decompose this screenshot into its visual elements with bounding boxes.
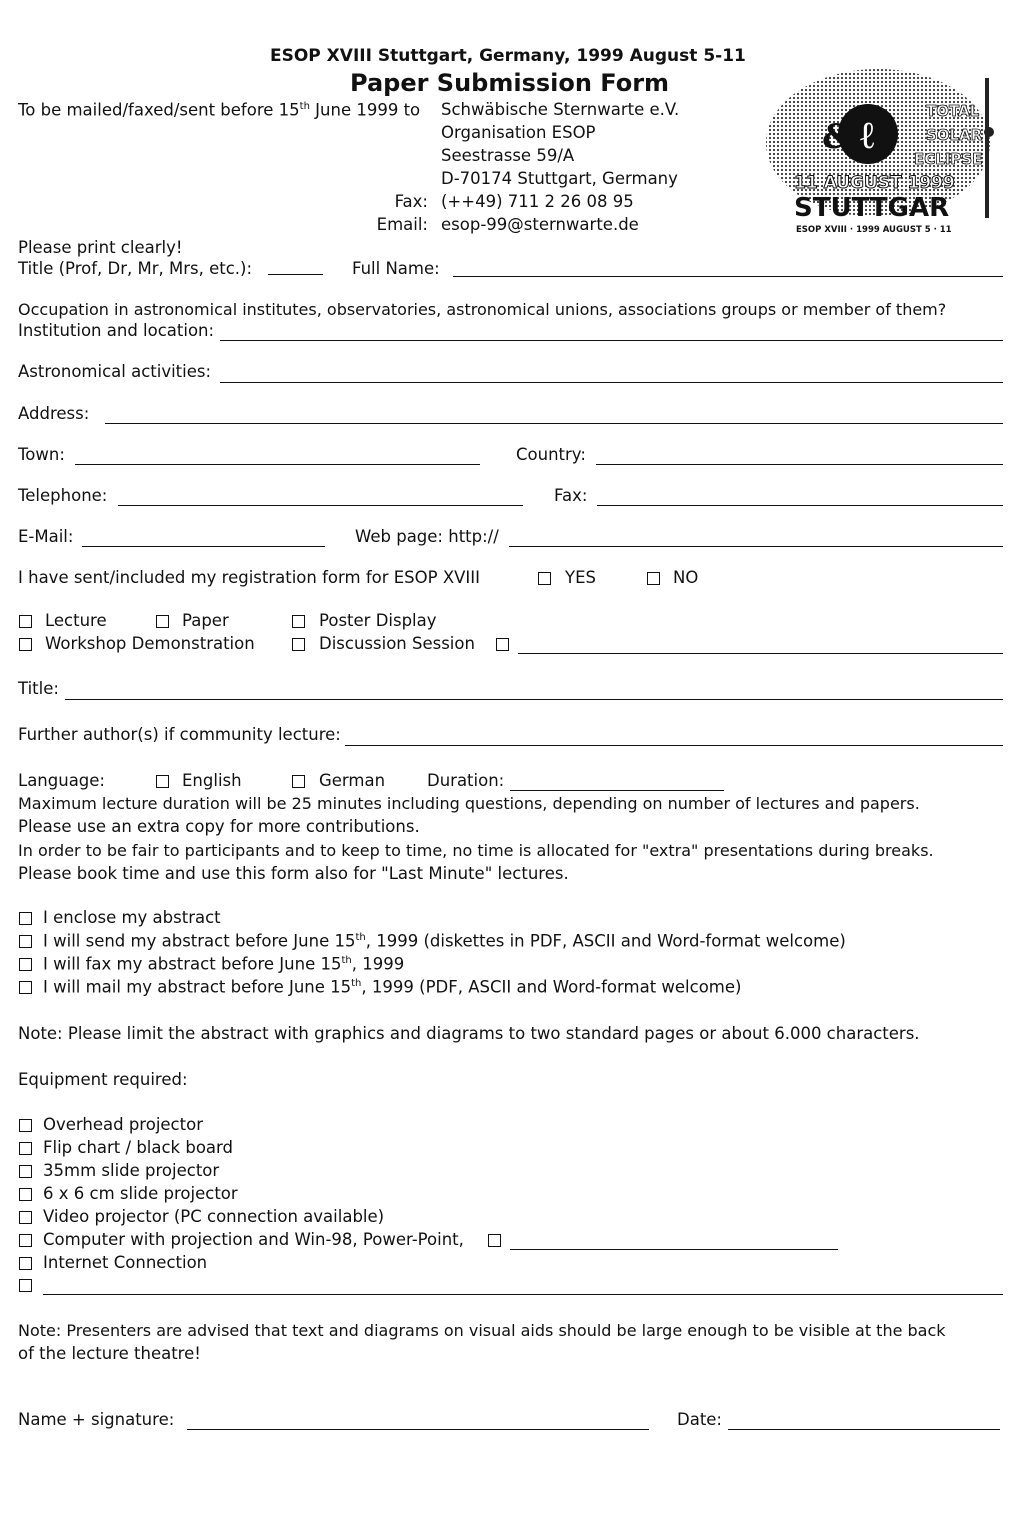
equipment-other-field[interactable] (43, 1294, 1003, 1295)
discussion-checkbox[interactable] (292, 638, 305, 651)
paper-checkbox[interactable] (156, 615, 169, 628)
other-type-field[interactable] (518, 653, 1003, 654)
address-line-4: D-70174 Stuttgart, Germany (441, 169, 678, 188)
name-signature-label: Name + signature: (18, 1410, 175, 1429)
page-title: Paper Submission Form (350, 69, 670, 97)
title-label: Title (Prof, Dr, Mr, Mrs, etc.): (18, 259, 253, 278)
abstract-limit-note: Note: Please limit the abstract with graphics and diagrams to two standard pages or about 6.000 characters. (18, 1024, 920, 1043)
note-line-4: Please book time and use this form also for "Last Minute" lectures. (18, 864, 569, 883)
workshop-label: Workshop Demonstration (45, 634, 255, 653)
address-field[interactable] (105, 423, 1003, 424)
email-field[interactable] (82, 546, 325, 547)
seal-line-eclipse: ECLIPSE (914, 150, 983, 168)
address-line-3: Seestrasse 59/A (441, 146, 575, 165)
fax-label: Fax: (554, 486, 588, 505)
registration-no-label: NO (673, 568, 699, 587)
webpage-field[interactable] (509, 546, 1003, 547)
equipment-other-checkbox[interactable] (19, 1279, 32, 1292)
institution-field[interactable] (220, 340, 1003, 341)
country-label: Country: (516, 445, 586, 464)
contribution-title-field[interactable] (65, 699, 1003, 700)
svg-text:&: & (822, 117, 853, 157)
contribution-title-label: Title: (18, 679, 59, 698)
fax-field[interactable] (597, 505, 1003, 506)
paper-label: Paper (182, 611, 229, 630)
slide-projector-6x6-label: 6 x 6 cm slide projector (43, 1184, 238, 1203)
address-line-1: Schwäbische Sternwarte e.V. (441, 100, 680, 119)
registration-no-checkbox[interactable] (647, 572, 660, 585)
poster-checkbox[interactable] (292, 615, 305, 628)
note-line-1: Maximum lecture duration will be 25 minutes including questions, depending on number of lectures and papers. (18, 794, 920, 813)
abstract-enclose-checkbox[interactable] (19, 912, 32, 925)
abstract-mail-label: I will mail my abstract before June 15th, 1999 (PDF, ASCII and Word-format welcome) (43, 977, 742, 997)
note-line-3: In order to be fair to participants and to keep to time, no time is allocated for "extra" presentations during breaks. (18, 841, 934, 860)
duration-field[interactable] (510, 790, 724, 791)
name-signature-field[interactable] (187, 1429, 649, 1430)
header-email-label: Email: (376, 215, 428, 234)
header-fax-label: Fax: (394, 192, 428, 211)
flip-chart-label: Flip chart / black board (43, 1138, 234, 1157)
equipment-label: Equipment required: (18, 1070, 188, 1089)
slide-projector-6x6-checkbox[interactable] (19, 1188, 32, 1201)
address-line-2: Organisation ESOP (441, 123, 596, 142)
flip-chart-checkbox[interactable] (19, 1142, 32, 1155)
header-email-value: esop-99@sternwarte.de (441, 215, 639, 234)
registration-yes-checkbox[interactable] (538, 572, 551, 585)
occupation-question: Occupation in astronomical institutes, observatories, astronomical unions, associations groups or member of them? (18, 300, 947, 319)
full-name-field[interactable] (453, 276, 1003, 277)
overhead-projector-checkbox[interactable] (19, 1119, 32, 1132)
further-authors-label: Further author(s) if community lecture: (18, 725, 341, 744)
activities-label: Astronomical activities: (18, 362, 212, 381)
date-field[interactable] (728, 1429, 1000, 1430)
computer-other-field[interactable] (510, 1249, 838, 1250)
full-name-label: Full Name: (352, 259, 440, 278)
registration-text: I have sent/included my registration form for ESOP XVIII (18, 568, 481, 587)
german-checkbox[interactable] (292, 775, 305, 788)
telephone-label: Telephone: (18, 486, 108, 505)
abstract-fax-checkbox[interactable] (19, 958, 32, 971)
abstract-send-label: I will send my abstract before June 15th, 1999 (diskettes in PDF, ASCII and Word-format welcome) (43, 931, 846, 951)
video-projector-checkbox[interactable] (19, 1211, 32, 1224)
presenters-note-line-1: Note: Presenters are advised that text and diagrams on visual aids should be large enough to be visible at the back (18, 1321, 946, 1340)
poster-label: Poster Display (319, 611, 437, 630)
print-clearly-note: Please print clearly! (18, 238, 183, 257)
event-heading: ESOP XVIII Stuttgart, Germany, 1999 August 5-11 (270, 46, 746, 66)
activities-field[interactable] (220, 382, 1003, 383)
other-type-checkbox[interactable] (496, 638, 509, 651)
computer-projection-label: Computer with projection and Win-98, Power-Point, (43, 1230, 464, 1249)
header-fax-value: (++49) 711 2 26 08 95 (441, 192, 634, 211)
lecture-checkbox[interactable] (19, 615, 32, 628)
svg-text:ℓ: ℓ (860, 112, 875, 157)
internet-connection-checkbox[interactable] (19, 1257, 32, 1270)
telephone-field[interactable] (118, 505, 523, 506)
address-label: Address: (18, 404, 90, 423)
abstract-mail-checkbox[interactable] (19, 981, 32, 994)
overhead-projector-label: Overhead projector (43, 1115, 203, 1134)
video-projector-label: Video projector (PC connection available) (43, 1207, 385, 1226)
eclipse-seal-logo (760, 68, 995, 236)
workshop-checkbox[interactable] (19, 638, 32, 651)
mail-before-text: To be mailed/faxed/sent before 15th June 1999 to (18, 100, 421, 120)
abstract-enclose-label: I enclose my abstract (43, 908, 221, 927)
institution-label: Institution and location: (18, 321, 215, 340)
lecture-label: Lecture (45, 611, 107, 630)
english-label: English (182, 771, 242, 790)
seal-date: 11 AUGUST 1999 (794, 173, 955, 193)
internet-connection-label: Internet Connection (43, 1253, 208, 1272)
seal-line-solar: SOLAR (926, 126, 983, 144)
presenters-note-line-2: of the lecture theatre! (18, 1344, 201, 1363)
duration-label: Duration: (427, 771, 505, 790)
email-label: E-Mail: (18, 527, 74, 546)
computer-projection-checkbox[interactable] (19, 1234, 32, 1247)
discussion-label: Discussion Session (319, 634, 475, 653)
seal-line-total: TOTAL (926, 102, 980, 120)
german-label: German (319, 771, 386, 790)
town-field[interactable] (75, 464, 480, 465)
further-authors-field[interactable] (345, 745, 1003, 746)
language-label: Language: (18, 771, 105, 790)
english-checkbox[interactable] (156, 775, 169, 788)
title-field[interactable] (268, 274, 323, 275)
slide-projector-35mm-label: 35mm slide projector (43, 1161, 220, 1180)
webpage-label: Web page: http:// (355, 527, 499, 546)
country-field[interactable] (596, 464, 1003, 465)
town-label: Town: (18, 445, 65, 464)
seal-footer: ESOP XVIII · 1999 AUGUST 5 · 11 (796, 225, 952, 235)
computer-other-checkbox[interactable] (488, 1234, 501, 1247)
abstract-fax-label: I will fax my abstract before June 15th, 1999 (43, 954, 405, 974)
slide-projector-35mm-checkbox[interactable] (19, 1165, 32, 1178)
date-label: Date: (677, 1410, 722, 1429)
seal-city: STUTTGAR (794, 193, 950, 223)
note-line-2: Please use an extra copy for more contributions. (18, 817, 420, 836)
registration-yes-label: YES (565, 568, 596, 587)
abstract-send-checkbox[interactable] (19, 935, 32, 948)
